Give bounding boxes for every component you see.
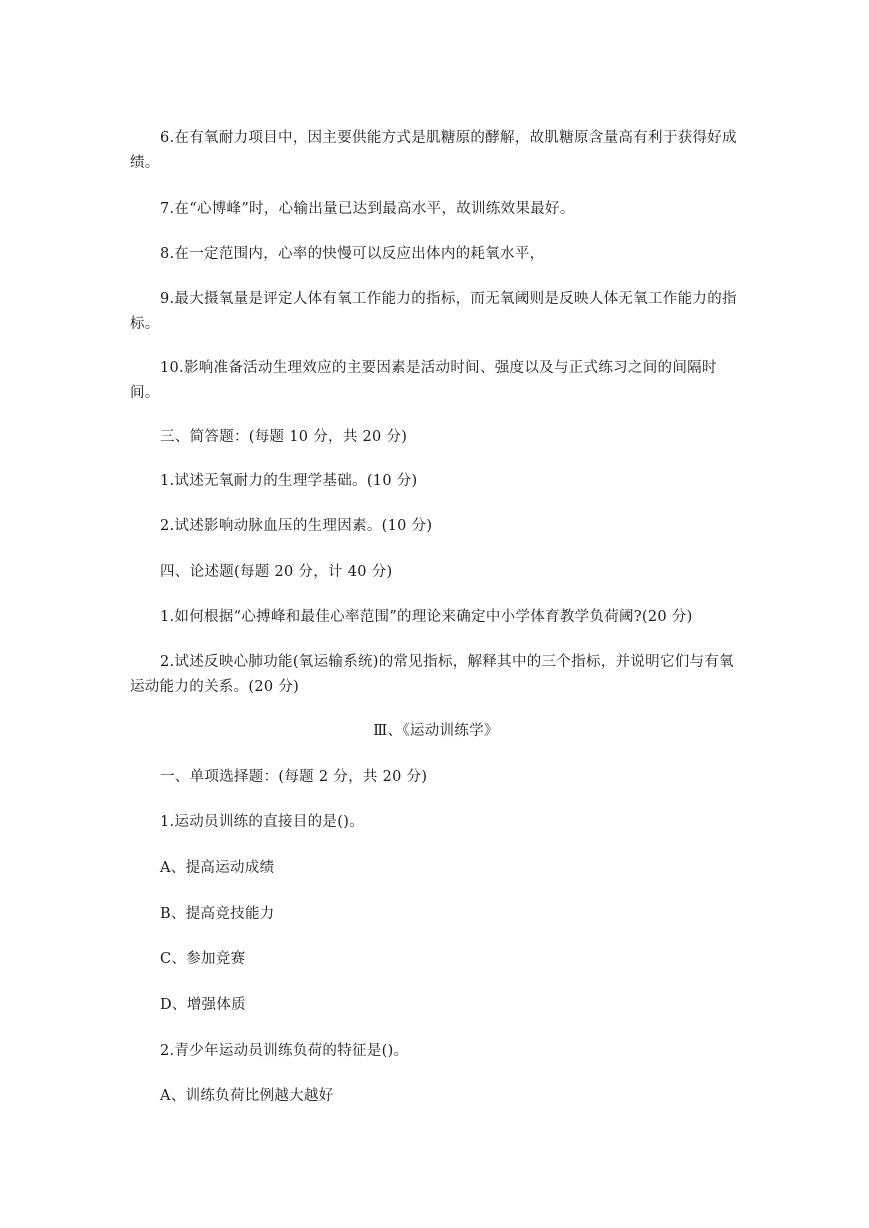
question-2: 2.青少年运动员训练负荷的特征是()。 [160,1043,409,1059]
short-answer-item-1: 1.试述无氧耐力的生理学基础。(10 分) [160,473,418,489]
true-false-item-10: 10.影响准备活动生理效应的主要因素是活动时间、强度以及与正式练习之间的间隔时间。 [130,360,717,401]
question-2-option-a: A、训练负荷比例越大越好 [160,1088,334,1104]
true-false-item-7: 7.在“心博峰”时，心输出量已达到最高水平，故训练效果最好。 [160,201,575,217]
true-false-item-9: 9.最大摄氧量是评定人体有氧工作能力的指标，而无氧阈则是反映人体无氧工作能力的指标。 [130,291,737,332]
question-1: 1.运动员训练的直接目的是()。 [160,814,364,830]
essay-item-2: 2.试述反映心肺功能(氧运输系统)的常见指标，解释其中的三个指标，并说明它们与有氧运动能力的关系。(20 分) [130,654,734,695]
section-heading-short-answer: 三、简答题：(每题 10 分，共 20 分) [160,429,408,445]
essay-item-1: 1.如何根据“心搏峰和最佳心率范围”的理论来确定中小学体育教学负荷阈?(20 分) [160,609,693,625]
section-heading-single-choice: 一、单项选择题：(每题 2 分，共 20 分) [160,769,428,785]
short-answer-item-2: 2.试述影响动脉血压的生理因素。(10 分) [160,518,433,534]
section-heading-essay: 四、论述题(每题 20 分，计 40 分) [160,564,393,580]
question-1-option-b: B、提高竞技能力 [160,906,275,922]
true-false-item-6: 6.在有氧耐力项目中，因主要供能方式是肌糖原的酵解，故肌糖原含量高有利于获得好成绩。 [130,130,737,171]
question-1-option-a: A、提高运动成绩 [160,860,275,876]
true-false-item-8: 8.在一定范围内，心率的快慢可以反应出体内的耗氧水平， [160,246,545,262]
question-1-option-d: D、增强体质 [160,997,246,1013]
course-title: Ⅲ、《运动训练学》 [373,723,499,739]
question-1-option-c: C、参加竞赛 [160,951,246,967]
